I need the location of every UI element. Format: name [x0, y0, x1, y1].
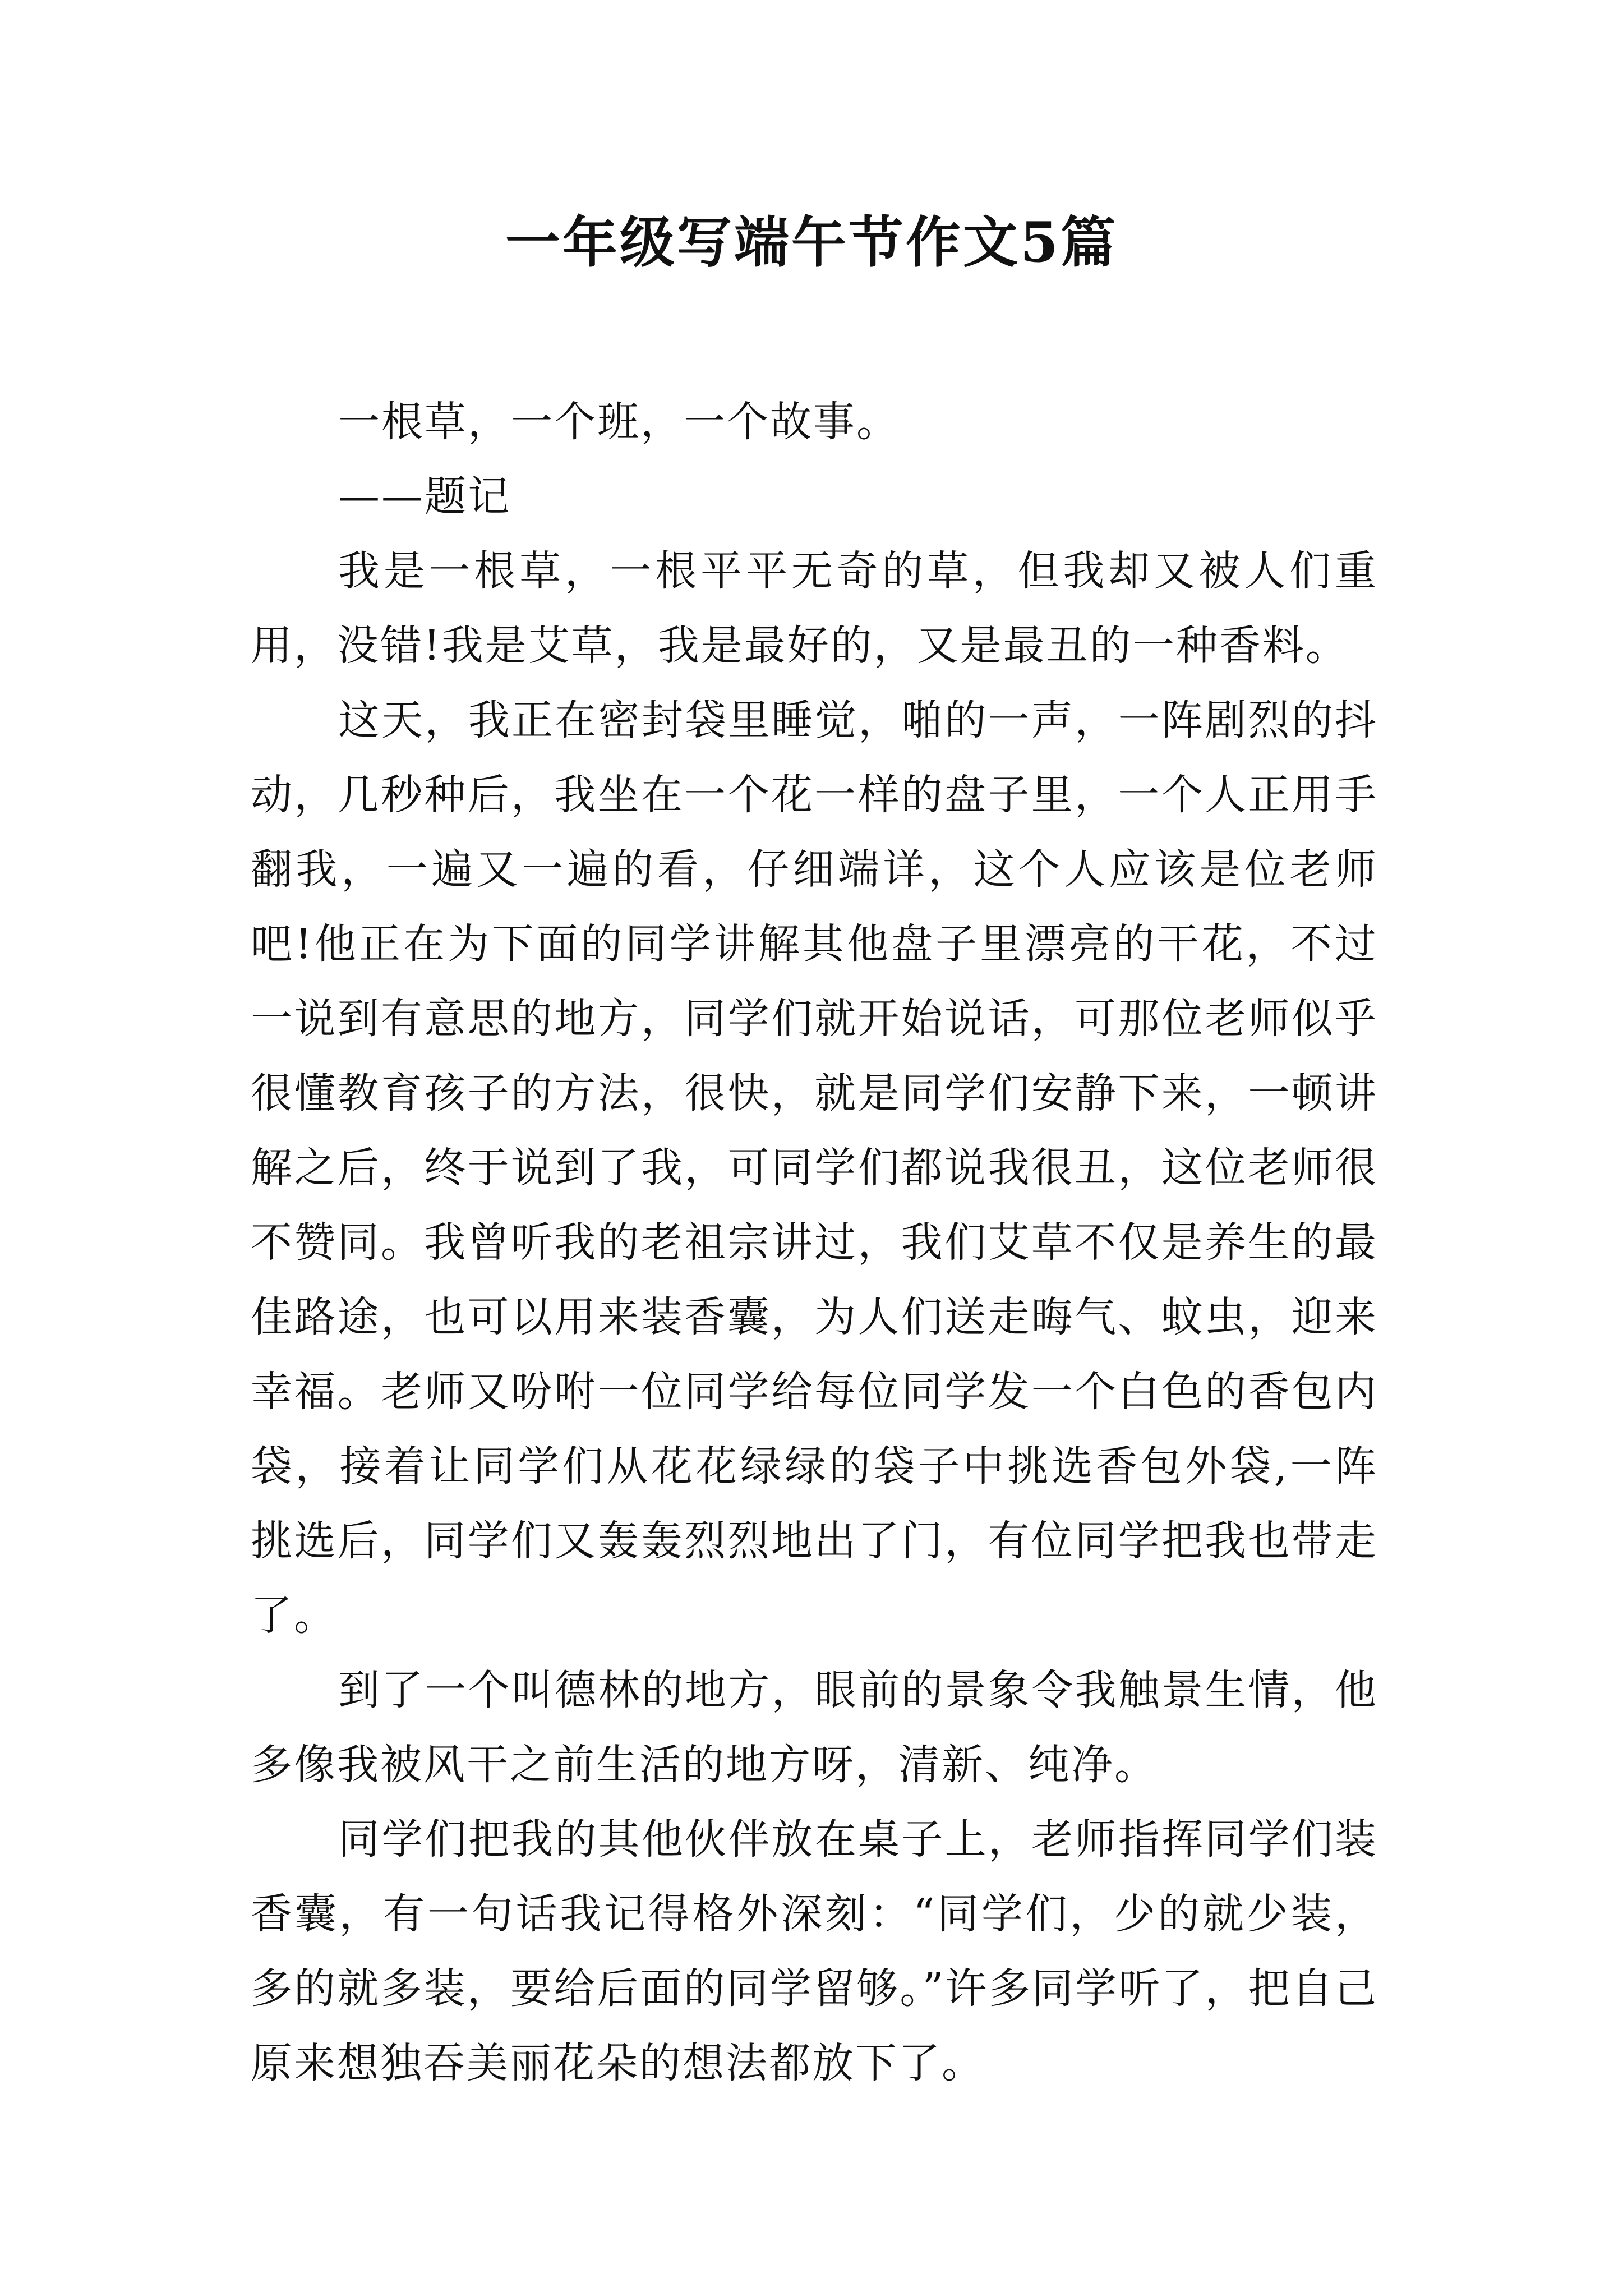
paragraph: 我是一根草，一根平平无奇的草，但我却又被人们重用，没错!我是艾草，我是最好的，又是最丑的一种香料。: [251, 547, 1378, 670]
epigraph-line: 一根草，一个班，一个故事。: [338, 398, 900, 446]
epigraph-attribution: ——题记: [338, 472, 511, 521]
paragraph: 这天，我正在密封袋里睡觉，啪的一声，一阵剧烈的抖动，几秒种后，我坐在一个花一样的盘子里，一个人正用手翻我，一遍又一遍的看，仔细端详，这个人应该是位老师吧!他正在为下面的同学讲解其他盘子里漂亮的干花，不过一说到有意思的地方，同学们就开始说话，可那位老师似乎很懂教育孩子的方法，很快，就是同学们安静下来，一顿讲解之后，终于说到了我，可同学们都说我很丑，这位老师很不赞同。我曾听我的老祖宗讲过，我们艾草不仅是养生的最佳路途，也可以用来装香囊，为人们送走晦气、蚊虫，迎来幸福。老师又吩咐一位同学给每位同学发一个白色的香包内袋，接着让同学们从花花绿绿的袋子中挑选香包外袋,一阵挑选后，同学们又轰轰烈烈地出了门，有位同学把我也带走了。: [251, 696, 1378, 1640]
paragraph: 同学们把我的其他伙伴放在桌子上，老师指挥同学们装香囊，有一句话我记得格外深刻：“同学们，少的就少装，多的就多装，要给后面的同学留够。”许多同学听了，把自己原来想独吞美丽花朵的想法都放下了。: [251, 1815, 1378, 2087]
paragraph: 到了一个叫德林的地方，眼前的景象令我触景生情，他多像我被风干之前生活的地方呀，清新、纯净。: [251, 1666, 1378, 1789]
document-body: [251, 385, 1378, 2101]
document-title: 一年级写端午节作文5篇: [505, 210, 1118, 275]
